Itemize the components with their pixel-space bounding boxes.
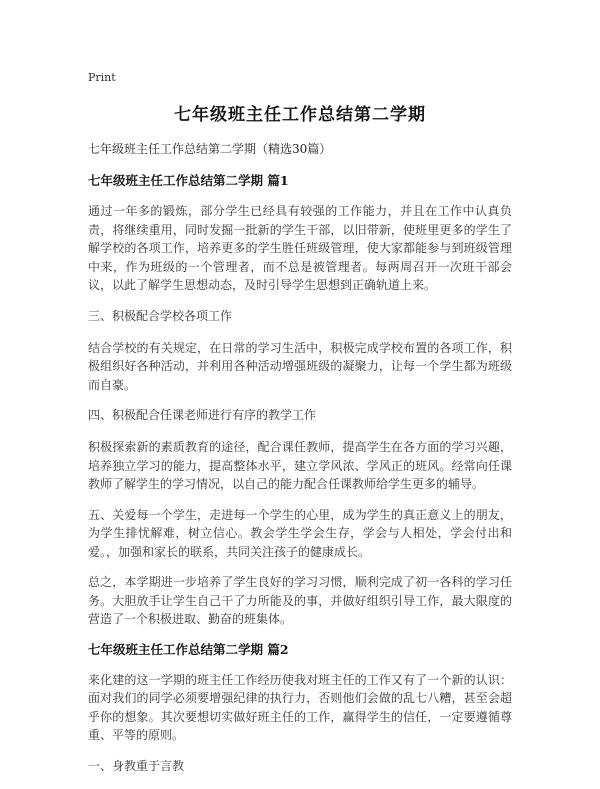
article-1-paragraph-4: 五、关爱每一个学生，走进每一个学生的心里，成为学生的真正意义上的朋友，为学生排忧解难，树立信心。教会学生学会生存，学会与人相处，学会付出和爱。，加强和家长的联系，共同关注孩子的健康成长。 xyxy=(88,507,512,559)
article-1-subheading-3: 三、积极配合学校各项工作 xyxy=(88,308,233,323)
article-2-paragraph-1: 来化建的这一学期的班主任工作经历使我对班主任的工作又有了一个新的认识：面对我们的同学必须要增强纪律的执行力，否则他们会做的乱七八糟，甚至会超乎你的想象。其次要想切实做好班主任的工作，赢得学生的信任，一定要遵循尊重、平等的原则。 xyxy=(88,672,512,742)
print-label[interactable]: Print xyxy=(88,71,116,84)
article-1-paragraph-2: 结合学校的有关规定，在日常的学习生活中，积极完成学校布置的各项工作，积极组织好各种活动，并利用各种活动增强班级的凝聚力，让每一个学生都为班级而自豪。 xyxy=(88,340,512,392)
article-1-subheading-4: 四、积极配合任课老师进行有序的教学工作 xyxy=(88,408,317,422)
article-2-heading: 七年级班主任工作总结第二学期 篇2 xyxy=(88,641,289,657)
document-page xyxy=(88,70,512,789)
article-1-paragraph-1: 通过一年多的锻炼，部分学生已经具有较强的工作能力，并且在工作中认真负责，将继续重用，同时发掘一批新的学生干部，以旧带新，使班里更多的学生了解学校的各项工作，培养更多的学生胜任班级管理，使大家都能参与到班级管理中来，作为班级的一个管理者，而不总是被管理者。每两周召开一次班干部会议，以此了解学生思想动态，及时引导学生思想到正确轨道上来。 xyxy=(88,204,512,292)
document-subtitle: 七年级班主任工作总结第二学期（精选30篇） xyxy=(88,142,332,156)
page-title: 七年级班主任工作总结第二学期 xyxy=(174,105,426,125)
article-1-heading: 七年级班主任工作总结第二学期 篇1 xyxy=(88,173,289,188)
article-2-subheading-1: 一、身教重于言教 xyxy=(88,758,185,773)
article-1-paragraph-3: 积极探索新的素质教育的途径，配合课任教师，提高学生在各方面的学习兴趣，培养独立学习的能力，提高整体水平，建立学风浓、学风正的班风。经常向任课教师了解学生的学习情况，以自己的能力配合任课教师给学生更多的辅导。 xyxy=(88,440,512,491)
article-1-paragraph-5: 总之，本学期进一步培养了学生良好的学习习惯，顺利完成了初一各科的学习任务。大胆放手让学生自己干了力所能及的事，并做好组织引导工作，最大限度的营造了一个积极进取、勤奋的班集体。 xyxy=(88,575,512,626)
